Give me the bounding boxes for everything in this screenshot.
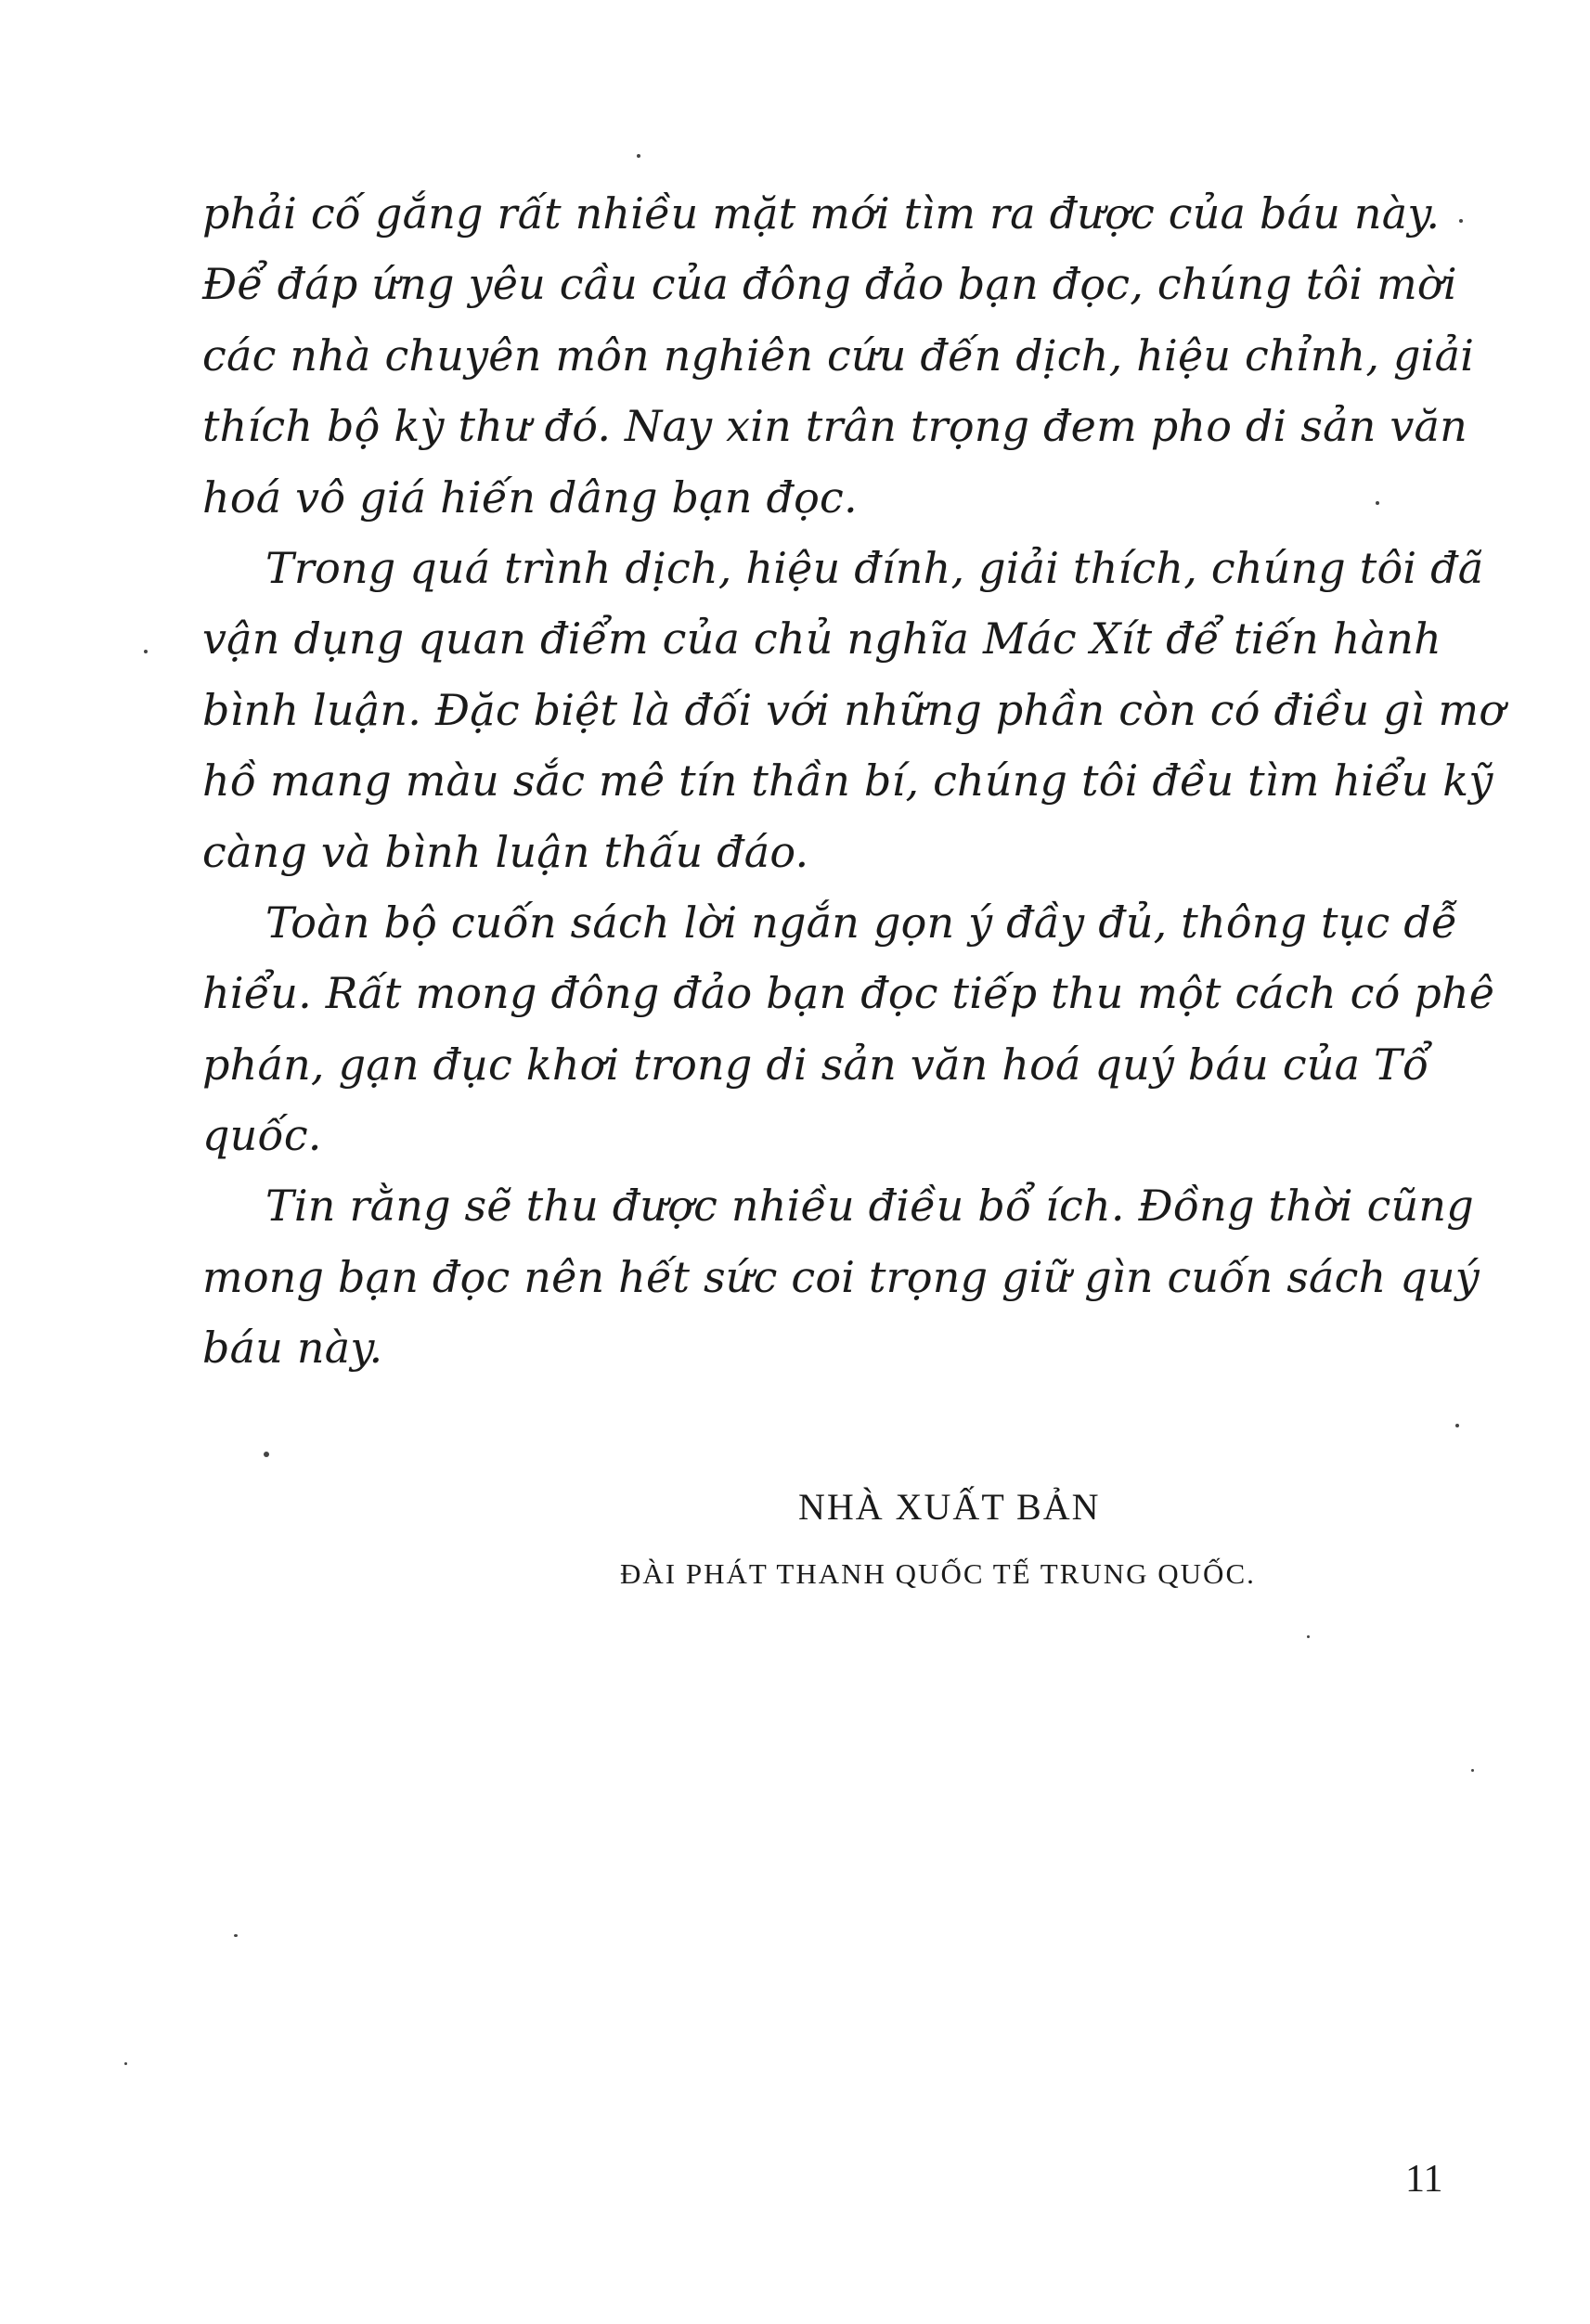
text-line: phán, gạn đục khơi trong di sản văn hoá quý báu của Tổ bbox=[202, 1039, 1429, 1090]
scan-speck bbox=[144, 650, 148, 653]
text-line: hoá vô giá hiến dâng bạn đọc. bbox=[202, 471, 858, 523]
scan-speck bbox=[1455, 1424, 1459, 1427]
paragraph-3 bbox=[202, 887, 1495, 1171]
text-line: Trong quá trình dịch, hiệu đính, giải thích, chúng tôi đã bbox=[265, 542, 1484, 593]
publisher-signature-line-2: ĐÀI PHÁT THANH QUỐC TẾ TRUNG QUỐC. bbox=[620, 1557, 1256, 1590]
text-line: hồ mang màu sắc mê tín thần bí, chúng tôi đều tìm hiểu kỹ bbox=[202, 755, 1493, 807]
text-line: mong bạn đọc nên hết sức coi trọng giữ gìn cuốn sách quý bbox=[202, 1251, 1480, 1302]
text-line: Toàn bộ cuốn sách lời ngắn gọn ý đầy đủ, thông tục dễ bbox=[265, 897, 1458, 948]
paragraph-4 bbox=[202, 1170, 1480, 1383]
text-line: càng và bình luận thấu đáo. bbox=[202, 826, 809, 877]
text-line: thích bộ kỳ thư đó. Nay xin trân trọng đem pho di sản văn bbox=[202, 401, 1468, 452]
text-line: vận dụng quan điểm của chủ nghĩa Mác Xít để tiến hành bbox=[202, 613, 1441, 665]
text-line: các nhà chuyên môn nghiên cứu đến dịch, hiệu chỉnh, giải bbox=[202, 329, 1475, 381]
page-number: 11 bbox=[1405, 2158, 1443, 2201]
text-line: báu này. bbox=[202, 1323, 383, 1374]
scan-speck bbox=[1471, 1769, 1474, 1772]
text-line: phải cố gắng rất nhiều mặt mới tìm ra được của báu này. bbox=[202, 188, 1441, 239]
text-line: Để đáp ứng yêu cầu của đông đảo bạn đọc, chúng tôi mời bbox=[202, 259, 1457, 310]
body-text bbox=[202, 178, 1506, 1384]
scan-speck bbox=[124, 2062, 127, 2065]
text-line: Tin rằng sẽ thu được nhiều điều bổ ích. Đồng thời cũng bbox=[265, 1181, 1474, 1232]
text-line: hiểu. Rất mong đông đảo bạn đọc tiếp thu một cách có phê bbox=[202, 968, 1495, 1019]
scan-speck bbox=[1459, 219, 1463, 223]
scan-speck bbox=[1376, 501, 1379, 505]
scan-speck bbox=[637, 154, 640, 158]
text-line: quốc. bbox=[202, 1110, 322, 1161]
publisher-signature-line-1: NHÀ XUẤT BẢN bbox=[798, 1486, 1101, 1528]
paragraph-1 bbox=[202, 178, 1475, 533]
text-line: bình luận. Đặc biệt là đối với những phần còn có điều gì mơ bbox=[202, 684, 1506, 735]
scan-speck bbox=[234, 1934, 238, 1937]
paragraph-2 bbox=[202, 533, 1506, 887]
scan-speck bbox=[264, 1452, 269, 1457]
scan-speck bbox=[1307, 1635, 1310, 1638]
